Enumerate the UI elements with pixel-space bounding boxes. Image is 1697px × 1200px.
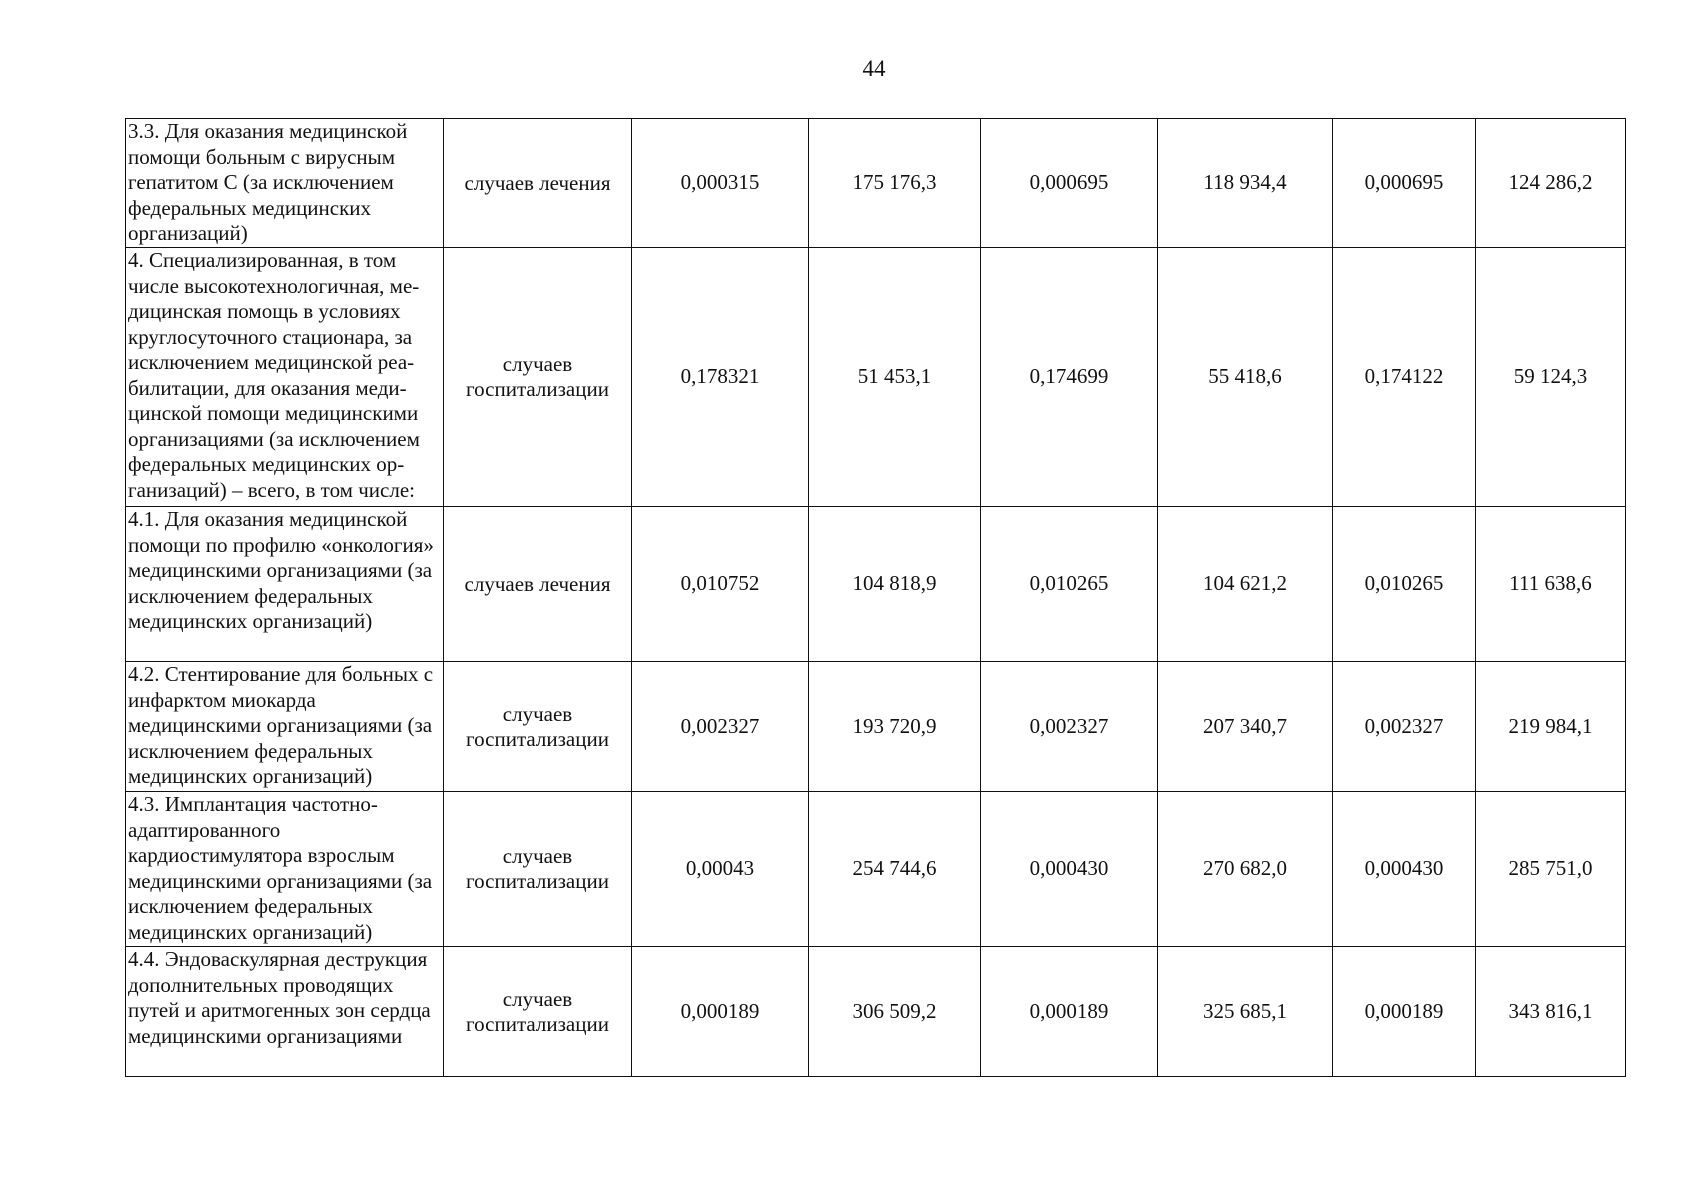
row-unit: случаев госпитализации [444,947,632,1077]
value-cell: 306 509,2 [809,947,981,1077]
value-cell: 0,174699 [981,248,1158,507]
row-description: 4.1. Для оказания медицинской помощи по профилю «онкология» медицинскими организациями (за исключением федеральных медицинских организаций) [126,507,444,662]
table-row [126,947,1626,1077]
value-cell: 0,000315 [632,119,809,248]
value-cell: 0,000695 [1333,119,1476,248]
page-number: 44 [862,56,886,81]
value-cell: 0,174122 [1333,248,1476,507]
row-description: 4.2. Стентирование для больных с инфарктом миокарда медицинскими организациями (за исключением федеральных медицинских организаций) [126,662,444,792]
value-cell: 0,00043 [632,792,809,947]
row-description: 4. Специализированная, в том числе высокотехнологичная, ме-дицинская помощь в условиях круглосуточного стационара, за исключением медицинской реа-билитации, для оказания меди-цинской помощи медицинскими организациями (за исключением федеральных медицинских ор-ганизаций) – всего, в том числе: [126,248,444,507]
value-cell: 0,000189 [632,947,809,1077]
value-cell: 0,002327 [632,662,809,792]
value-cell: 118 934,4 [1158,119,1333,248]
table-row [126,662,1626,792]
row-description: 4.4. Эндоваскулярная деструкция дополнительных проводящих путей и аритмогенных зон сердца медицинскими организациями [126,947,444,1077]
row-unit: случаев госпитализации [444,662,632,792]
value-cell: 0,010265 [981,507,1158,662]
value-cell: 104 621,2 [1158,507,1333,662]
value-cell: 55 418,6 [1158,248,1333,507]
value-cell: 0,000430 [1333,792,1476,947]
value-cell: 51 453,1 [809,248,981,507]
table-row [126,507,1626,662]
value-cell: 193 720,9 [809,662,981,792]
row-unit: случаев лечения [444,507,632,662]
row-unit: случаев лечения [444,119,632,248]
table-row [126,119,1626,248]
table-row [126,792,1626,947]
value-cell: 254 744,6 [809,792,981,947]
table-row [126,248,1626,507]
value-cell: 0,000430 [981,792,1158,947]
value-cell: 0,000189 [981,947,1158,1077]
value-cell: 0,002327 [981,662,1158,792]
value-cell: 104 818,9 [809,507,981,662]
value-cell: 0,178321 [632,248,809,507]
value-cell: 343 816,1 [1476,947,1626,1077]
row-unit: случаев госпитализации [444,248,632,507]
value-cell: 325 685,1 [1158,947,1333,1077]
value-cell: 0,000695 [981,119,1158,248]
data-table [125,118,1626,1077]
row-unit: случаев госпитализации [444,792,632,947]
value-cell: 285 751,0 [1476,792,1626,947]
value-cell: 0,000189 [1333,947,1476,1077]
value-cell: 59 124,3 [1476,248,1626,507]
value-cell: 124 286,2 [1476,119,1626,248]
value-cell: 219 984,1 [1476,662,1626,792]
row-description: 3.3. Для оказания медицинской помощи больным с вирусным гепатитом С (за исключением федеральных медицинских организаций) [126,119,444,248]
value-cell: 0,010265 [1333,507,1476,662]
value-cell: 207 340,7 [1158,662,1333,792]
value-cell: 0,002327 [1333,662,1476,792]
value-cell: 111 638,6 [1476,507,1626,662]
row-description: 4.3. Имплантация частотно-адаптированного кардиостимулятора взрослым медицинскими организациями (за исключением федеральных медицинских организаций) [126,792,444,947]
value-cell: 270 682,0 [1158,792,1333,947]
value-cell: 0,010752 [632,507,809,662]
value-cell: 175 176,3 [809,119,981,248]
